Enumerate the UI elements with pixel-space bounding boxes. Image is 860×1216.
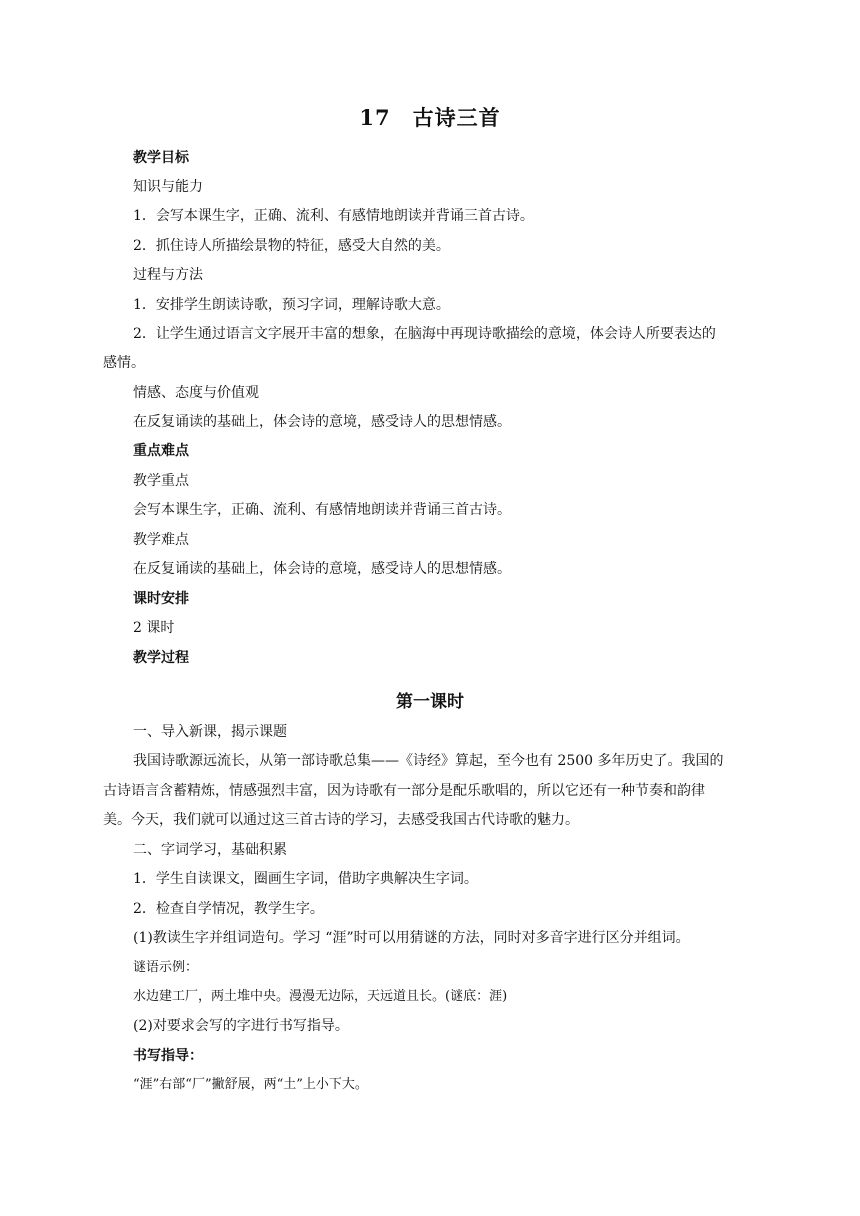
schedule-text: 2 课时	[133, 620, 175, 636]
objectives-heading: 教学目标	[133, 150, 189, 166]
riddle-label: 谜语示例：	[133, 960, 199, 975]
key-points-sub-difficulty: 教学难点	[133, 532, 189, 548]
page-title: 17 古诗三首	[359, 105, 501, 130]
step-item: 1．学生自读课文，圈画生字词，借助字典解决生字词。	[133, 871, 478, 887]
paragraph-line: 美。今天，我们就可以通过这三首古诗的学习，去感受我国古代诗歌的魅力。	[103, 812, 579, 828]
objectives-sub-process: 过程与方法	[133, 267, 203, 283]
step-item: 2．检查自学情况，教学生字。	[133, 901, 324, 917]
objectives-item-continued: 感情。	[103, 355, 145, 371]
objectives-item: 1．安排学生朗读诗歌，预习字词，理解诗歌大意。	[133, 297, 450, 313]
key-points-heading: 重点难点	[133, 443, 189, 459]
objectives-sub-emotion: 情感、态度与价值观	[133, 385, 259, 401]
objectives-item: 2．让学生通过语言文字展开丰富的想象，在脑海中再现诗歌描绘的意境，体会诗人所要表达的	[133, 326, 716, 342]
process-heading: 教学过程	[133, 650, 189, 666]
writing-guide-text: “涯”右部“厂”撇舒展，两“土”上小下大。	[133, 1077, 368, 1092]
step-heading: 二、字词学习，基础积累	[133, 842, 287, 858]
key-points-text: 会写本课生字，正确、流利、有感情地朗读并背诵三首古诗。	[133, 502, 511, 518]
schedule-heading: 课时安排	[133, 591, 189, 607]
objectives-item: 2．抓住诗人所描绘景物的特征，感受大自然的美。	[133, 238, 450, 254]
paragraph-line: 古诗语言含蓄精炼，情感强烈丰富，因为诗歌有一部分是配乐歌唱的，所以它还有一种节奏和韵律	[103, 783, 705, 799]
riddle-text: 水边建工厂，两土堆中央。漫漫无边际，天远道且长。(谜底：涯)	[133, 989, 508, 1004]
objectives-item: 在反复诵读的基础上，体会诗的意境，感受诗人的思想情感。	[133, 414, 511, 430]
writing-guide-label: 书写指导：	[133, 1048, 203, 1064]
step-sub-item: (2)对要求会写的字进行书写指导。	[133, 1018, 349, 1034]
key-points-text: 在反复诵读的基础上，体会诗的意境，感受诗人的思想情感。	[133, 561, 511, 577]
step-sub-item: (1)教读生字并组词造句。学习 “涯”时可以用猜谜的方法，同时对多音字进行区分并组词。	[133, 930, 690, 946]
paragraph-line: 我国诗歌源远流长，从第一部诗歌总集——《诗经》算起，至今也有 2500 多年历史了。我国的	[133, 753, 724, 769]
key-points-sub-focus: 教学重点	[133, 473, 189, 489]
step-heading: 一、导入新课，揭示课题	[133, 724, 287, 740]
objectives-sub-knowledge: 知识与能力	[133, 179, 203, 195]
objectives-item: 1．会写本课生字，正确、流利、有感情地朗读并背诵三首古诗。	[133, 208, 534, 224]
lesson-title: 第一课时	[396, 692, 464, 712]
